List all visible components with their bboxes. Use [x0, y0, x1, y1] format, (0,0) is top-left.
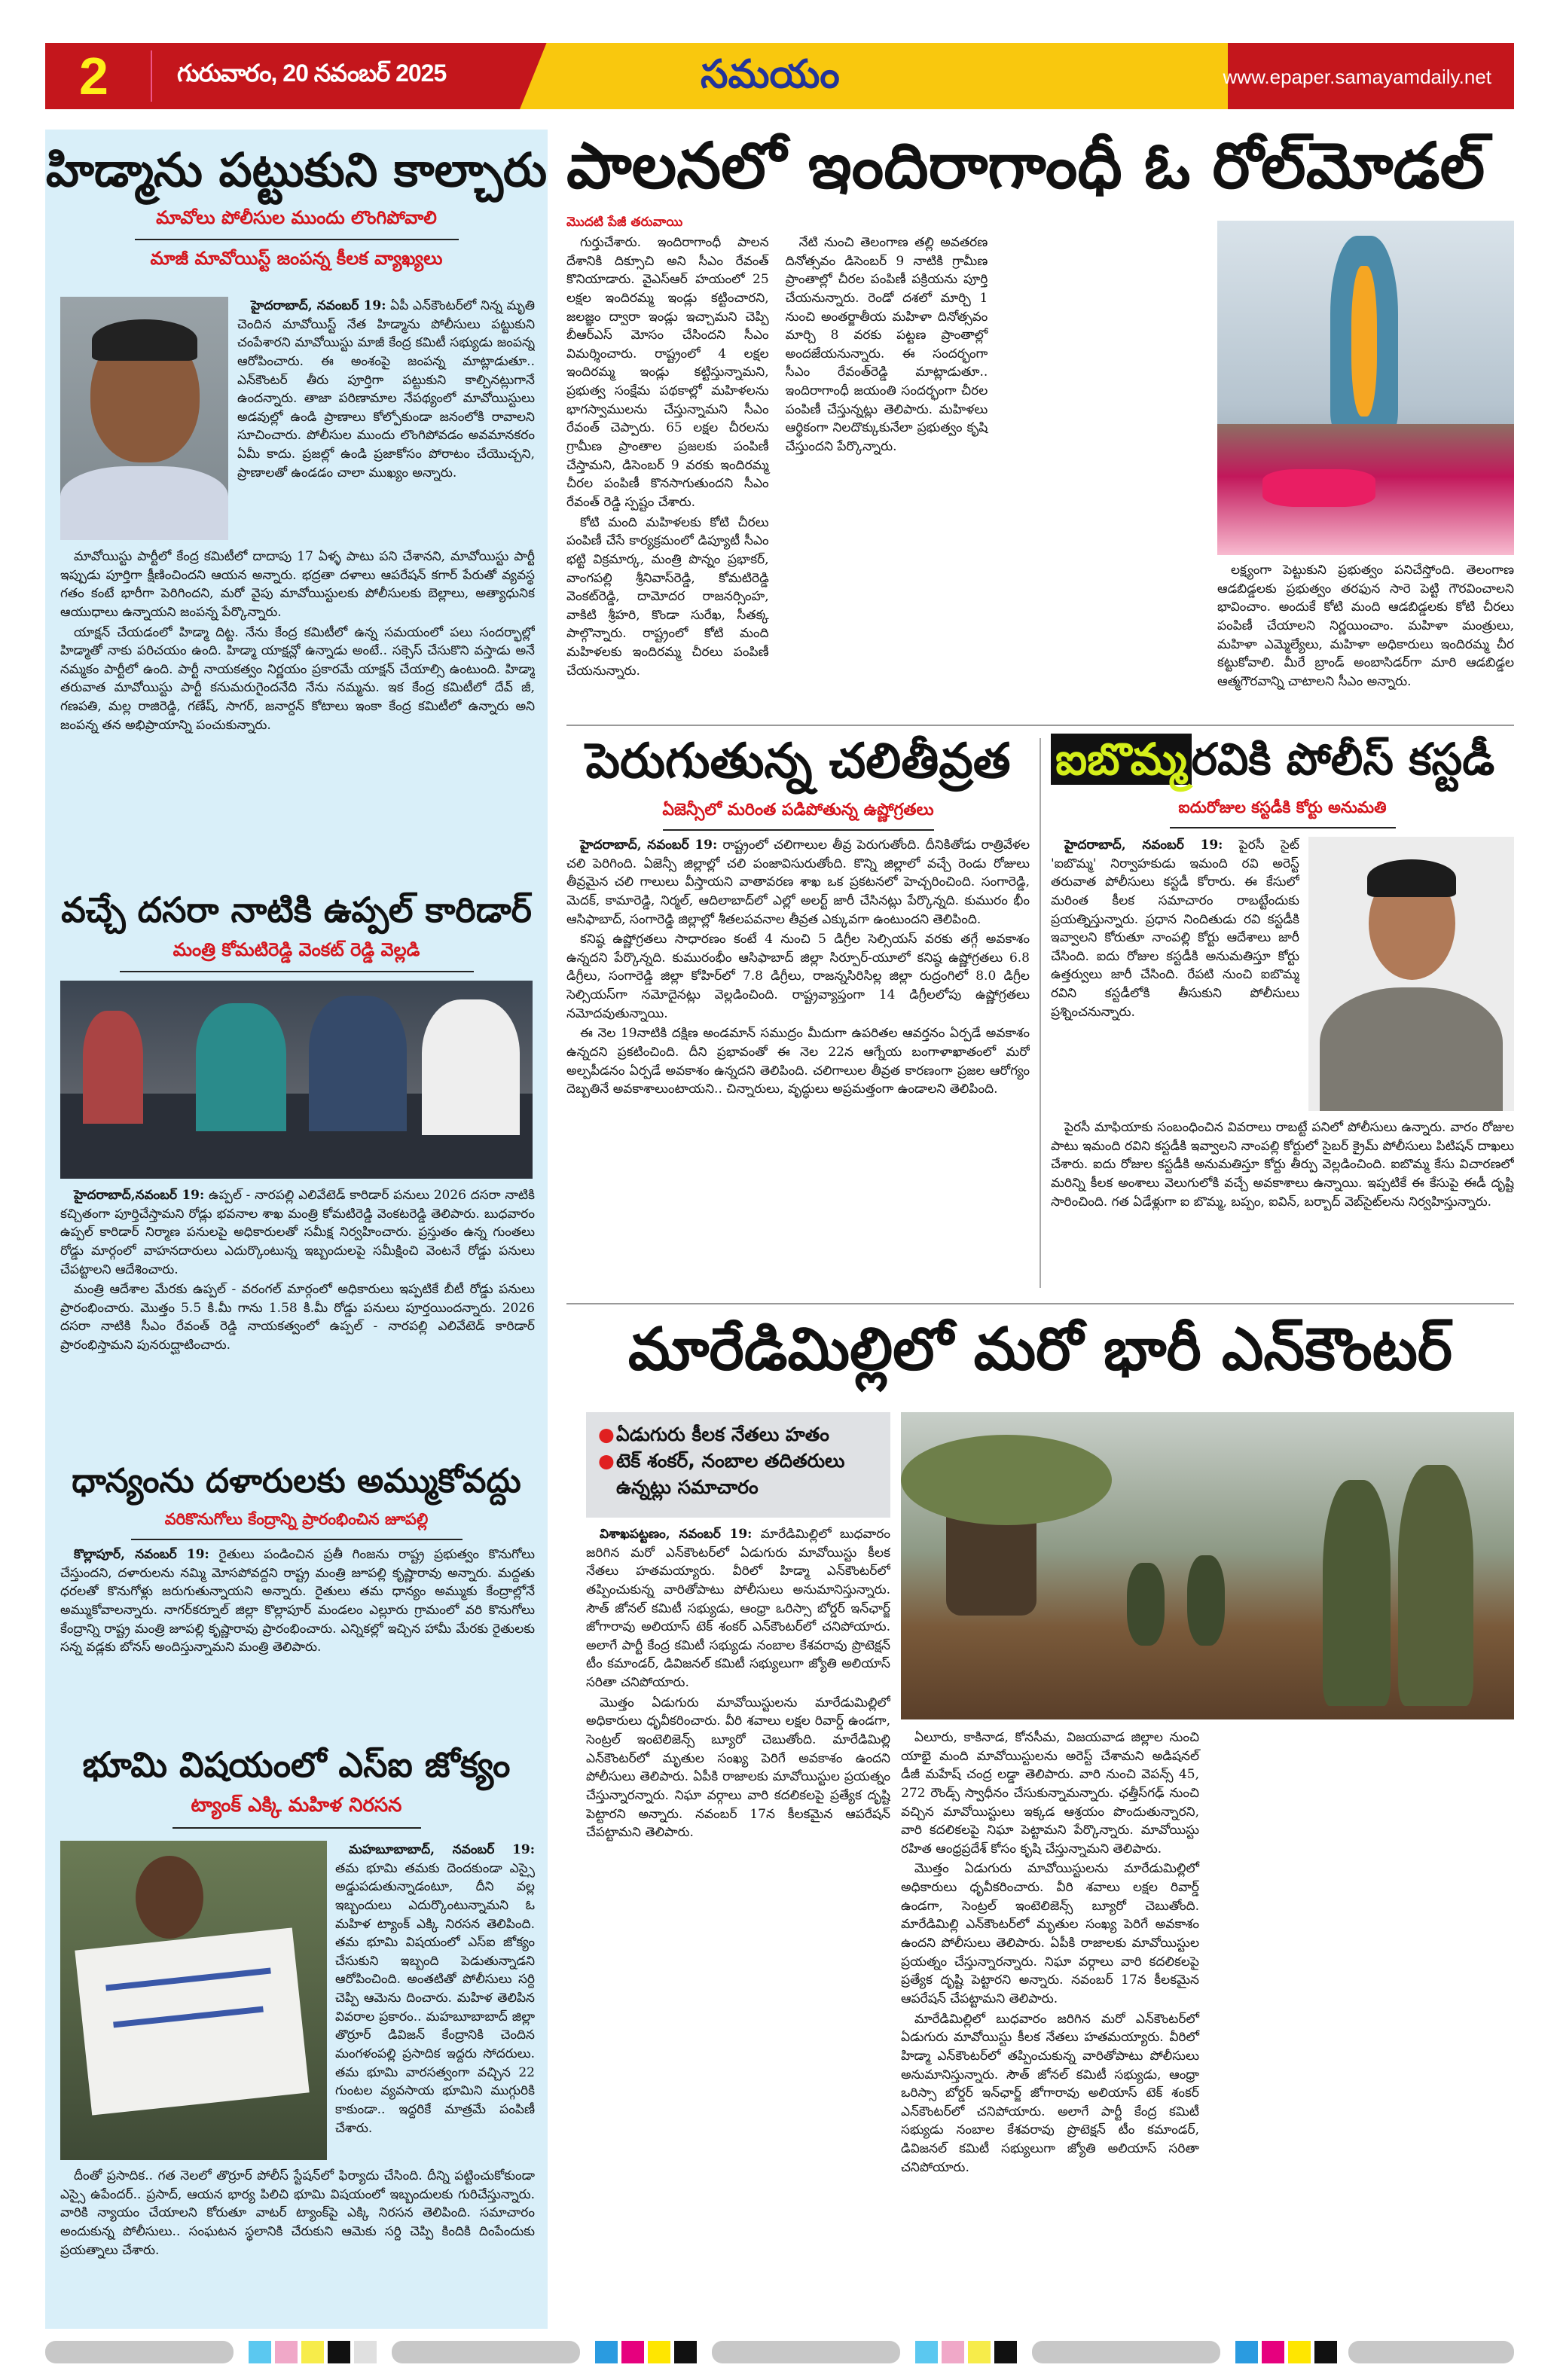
minister-meeting-photo [60, 981, 533, 1179]
story-uppal-corridor [45, 890, 548, 978]
headline-indira-role-model: పాలనలో ఇందిరాగాంధీ ఓ రోల్‌మోడల్ [566, 129, 1485, 203]
epaper-url[interactable]: www.epaper.samayamdaily.net [1223, 66, 1491, 88]
highlight-item: ● ఏడుగురు కీలక నేతలు హతం [598, 1423, 829, 1445]
article-body: కొల్లాపూర్, నవంబర్ 19: రైతులు పండించిన ప్రతీ గింజను రాష్ట్ర ప్రభుత్వం కొనుగోలు చేస్తుందని, దళారులను నమ్మి మోసపోవద్దని రాష్ట్ర మంత్రి జూపల్లి కృష్ణారావు అన్నారు. మద్దతు ధరలతో కొనుగోళ్లు జరుగుతున్నాయని అన్నారు. రైతులు తమ ధాన్యం అమ్ముకు కేంద్రాల్లోనే అమ్ముకోవాలన్నారు. నాగర్‌కర్నూల్ జిల్లా కొల్లాపూర్ మండలం ఎల్లూరు గ్రామంలో వరి కొనుగోలు కేంద్రాన్ని రాష్ట్ర మంత్రి జూపల్లి కృష్ణారావు ప్రారంభించారు. ఎన్నికల్లో ఇచ్చిన హామీ మేరకు రైతులకు సన్న వడ్లకు బోనస్ అందిస్తున్నామని మంత్రి తెలిపారు. [60, 1547, 535, 1655]
story-hidma [45, 143, 548, 273]
article-body: మావోయిస్టు పార్టీలో కేంద్ర కమిటీలో దాదాపు 17 ఏళ్ళ పాటు పని చేశానని, మావోయిస్టు పార్టీ ఇప్పుడు పూర్తిగా క్షీణించిందని ఆయన అన్నారు. భద్రతా దళాలు ఆపరేషన్ కగార్ పేరుతో వ్యవస్థ గతం కంటే భారీగా పెరిగిందని, మరో వైపు మావోయిస్టులకు పోలీసులకు బెల్లాలు, అత్యాధునిక ఆయుధాలు ఉన్నాయని జంపన్న పేర్కొన్నారు. యాక్షన్ చేయడంలో హిడ్మా దిట్ట. నేను కేంద్ర కమిటీలో ఉన్న సమయంలో పలు సందర్భాల్లో హిడ్మాతో నాకు పరిచయం ఉంది. హిడ్మా యాక్షన్లో ఉన్నాడు అంటే.. సక్సెస్ చేసుకొని వస్తాడు అనే నమ్మకం పార్టీలో ఉంది. పార్టీ నాయకత్వం నిర్ణయం ప్రకారమే యాక్షన్ చేయాల్సి ఉంటుంది. హిడ్మా తరువాత మావోయిస్టు పార్టీ కనుమరుగైందనేది నేను నమ్మను. ఇక కేంద్ర కమిటీలో దేవ్ జీ, గణపతి, మల్ల రాజిరెడ్డి, గణేష్, సాగర్, జనార్దన్ కోటాలు ఇంకా కేంద్ర కమిటీలో ఉన్నారు అని జంపన్న తన అభిప్రాయాన్ని పంచుకున్నారు. [60, 549, 535, 733]
subheadline: మావోలు పోలీసుల ముందు లొంగిపోవాలి [156, 207, 437, 229]
subheadline: మాజీ మావోయిస్ట్ జంపన్న కీలక వ్యాఖ్యలు [150, 248, 443, 270]
newspaper-logo: సమయం [701, 52, 840, 97]
continued-label: మొదటి పేజీ తరువాయి [566, 215, 683, 230]
jampanna-photo [60, 297, 228, 540]
headline: వచ్చే దసరా నాటికి ఉప్పల్ కారిడార్ [61, 889, 532, 930]
encounter-forces-photo [901, 1412, 1514, 1719]
subheadline: వరికొనుగోలు కేంద్రాన్ని ప్రారంభించిన జూపల్లి [164, 1509, 429, 1528]
subheadline: ట్యాంక్ ఎక్కి మహిళ నిరసన [191, 1793, 402, 1817]
article-body: హైదరాబాద్, నవంబర్ 19: ఏపీ ఎన్‌కౌంటర్‌లో నిన్న మృతి చెందిన మావోయిస్ట్ నేత హిడ్మాను పోలీసులు పట్టుకుని చంపేశారని మావోయిస్టు మాజీ కేంద్ర కమిటీ సభ్యుడు జంపన్న ఆరోపించారు. ఈ అంశంపై జంపన్న మాట్లాడుతూ.. ఎన్‌కౌంటర్ తీరు పూర్తిగా పట్టుకుని కాల్చినట్లుగానే ఉందన్నారు. తాజా పరిణామాల నేపథ్యంలో మావోయిస్టులు అడవుల్లో ఉండి ప్రాణాలు కోల్పోకుండా జనంలోకి రావాలని సూచించారు. పోలీసుల ముందు లొంగిపోవడం అవమానకరం ఏమీ కాదు. ప్రజల్లో ఉండి ప్రజాకోసం పోరాటం చేయొచ్చని, ప్రాణాలతో ఉండడం చాలా ముఖ్యం అన్నారు. [237, 298, 535, 481]
headline: హిడ్మాను పట్టుకుని కాల్చారు [45, 142, 548, 197]
masthead [45, 43, 1514, 109]
article-body: మహబూబాబాద్, నవంబర్ 19: తమ భూమి తమకు దెందకుండా ఎస్సై అడ్డుపడుతున్నాడంటూ, దీని వల్ల ఇబ్బందులు ఎదుర్కొంటున్నామని ఓ మహిళ ట్యాంక్ ఎక్కి నిరసన తెలిపింది. తమ భూమి విషయంలో ఎస్ఐ జోక్యం చేసుకుని ఇబ్బంది పెడుతున్నాడని ఆరోపించింది. అంతటితో పోలీసులు సర్ది చెప్పి ఆమెను దించారు. మహిళ తెలిపిన వివరాల ప్రకారం.. మహబూబాబాద్ జిల్లా తొర్రూర్ డివిజన్ కేంద్రానికి చెందిన మంగళంపల్లి ప్రసాదిక ఇద్దరు సోదరులు. తమ భూమి వారసత్వంగా వచ్చిన 22 గుంటల వ్యవసాయ భూమిని ముగ్గురికి కాకుండా.. ఇద్దరికే మాత్రమే పంపిణీ చేశారు. [335, 1842, 535, 2136]
article-body: లక్ష్యంగా పెట్టుకుని ప్రభుత్వం పనిచేస్తోంది. తెలంగాణ ఆడబిడ్డలకు ప్రభుత్వం తరఫున సారె పెట్టి గౌరవించాలని భావించాం. అందుకే కోటి మంది ఆడబిడ్డలకు కోటి చీరలు పంపిణీ చేయాలని నిర్ణయించాం. మహిళా మంత్రులు, మహిళా ఎమ్మెల్యేలు, మహిళా అధికారులు ఇందిరమ్మ చీర కట్టుకోవాలి. మీరే బ్రాండ్ అంబాసిడర్‌గా మారి ఆడబిడ్డల ఆత్మగౌరవాన్ని చాటాలని సీఎం అన్నారు. [1217, 563, 1514, 689]
ravi-photo [1308, 837, 1514, 1111]
article-body: ఏలూరు, కాకినాడ, కోనసీమ, విజయవాడ జిల్లాల నుంచి యాభై మంది మావోయిస్టులను అరెస్ట్ చేశామని అడిషనల్ డీజీ మహేష్ చంద్ర లడ్డా తెలిపారు. వారి నుంచి వెపన్స్ 45, 272 రౌండ్స్ స్వాధీనం చేసుకున్నామన్నారు. ఛత్తీస్‌గఢ్ నుంచి వచ్చిన మావోయిస్టులు ఇక్కడ ఆశ్రయం పొందుతున్నారని, వారి కదలికలపై నిఘా పెట్టామని పేర్కొన్నారు. మావోయిస్టు రహిత ఆంధ్రప్రదేశ్ కోసం కృషి చేస్తున్నామని తెలిపారు. మొత్తం ఏడుగురు మావోయిస్టులను మారేడుమిల్లిలో అధికారులు ధృవీకరించారు. వీరి శవాలు లక్షల రివార్డ్ ఉండగా, సెంట్రల్ ఇంటెలిజెన్స్ బ్యూరో చెబుతోంది. మారేడిమిల్లి ఎన్‌కౌంటర్‌లో మృతుల సంఖ్య పెరిగే అవకాశం ఉందని పోలీసులు తెలిపారు. ఏపీకి రాజాలకు మావోయిస్టుల ప్రయత్నం చేస్తున్నారన్నారు. నిఘా వర్గాలు వారి కదలికలపై ప్రత్యేక దృష్టి పెట్టారని అన్నారు. నవంబర్ 17న కీలకమైన ఆపరేషన్ చేపట్టామని తెలిపారు. మారేడిమిల్లిలో బుధవారం జరిగిన మరో ఎన్‌కౌంటర్‌లో ఏడుగురు మావోయిస్టు కీలక నేతలు హతమయ్యారు. వీరిలో హిడ్మా ఎన్‌కౌంటర్‌లో తప్పించుకున్న వారితోపాటు పోలీసులు అనుమానిస్తున్నారు. సౌత్ జోనల్ కమిటీ సభ్యుడు, ఆంధ్రా ఒరిస్సా బోర్డర్ ఇన్‌ఛార్జ్ జోగారావు అలియాస్ టెక్ శంకర్ ఎన్‌కౌంటర్‌లో చనిపోయారు. అలాగే పార్టీ కేంద్ర కమిటీ సభ్యుడు నంబాల కేశవరావు ప్రొటెక్షన్ టీం కమాండర్, డివిజనల్ కమిటీ సభ్యులుగా జ్యోతి అలియాస్ సరితా చనిపోయారు. [901, 1730, 1199, 2175]
article-body: హైదరాబాద్, నవంబర్ 19: పైరసీ సైట్ 'ఐబొమ్మ' నిర్వాహకుడు ఇమంది రవి అరెస్ట్ తరువాత పోలీసులు కస్టడీ కోరారు. ఈ కేసులో మరింత కీలక సమాచారం రాబట్టేందుకు ప్రయత్నిస్తున్నారు. ప్రధాన నిందితుడు రవి కస్టడీకి ఇవ్వాలని కోరుతూ నాంపల్లి కోర్టు ఆదేశాలు జారీ చేసింది. ఐదు రోజుల కస్టడీకి అనుమతిస్తూ కోర్టు ఉత్తర్వులు జారీ చేసింది. రేపటి నుంచి ఐబొమ్మ రవిని కస్టడీలోకి తీసుకుని పోలీసులు ప్రశ్నించనున్నారు. [1051, 838, 1299, 1020]
subheadline: ఏజెన్సీలో మరింత పడిపోతున్న ఉష్ణోగ్రతలు [662, 800, 934, 819]
left-column [45, 130, 548, 2329]
indira-statue-photo [1217, 221, 1514, 555]
page-number: 2 [79, 47, 108, 105]
story-grain-purchase [45, 1463, 548, 1546]
issue-date: గురువారం, 20 నవంబర్ 2025 [177, 60, 447, 87]
headline-maredimilli-encounter: మారేడిమిల్లిలో మరో భారీ ఎన్‌కౌంటర్ [627, 1316, 1453, 1384]
subheadline: మంత్రి కోమటిరెడ్డి వెంకట్ రెడ్డి వెల్లడి [172, 938, 420, 960]
story-ibomma [1051, 734, 1514, 835]
headline: పెరుగుతున్న చలితీవ్రత [585, 734, 1011, 789]
woman-protest-photo [60, 1841, 327, 2160]
article-body: హైదరాబాద్, నవంబర్ 19: రాష్ట్రంలో చలిగాలుల తీవ్ర పెరుగుతోంది. దీనికితోడు రాత్రివేళల చలి పెరిగింది. ఏజెన్సీ జిల్లాల్లో చలి పంజావిసురుతోంది. కొన్ని జిల్లాలో వచ్చే రెండు రోజులు తీవ్రమైన చలి గాలులు వీస్తాయని వాతావరణ శాఖ ఒక ప్రకటనలో హెచ్చరించింది. సంగారెడ్డి, మెదక్, కామారెడ్డి, నిర్మల్, ఆదిలాబాద్‌లో ఎల్లో అలర్ట్ జారీ చేసినట్లు పేర్కొన్నది. కుమురం భీం ఆసిఫాబాద్, సంగారెడ్డి జిల్లాల్లో శీతలపవనాల తీవ్రత ఎక్కువగా ఉంటుందని తెలిపింది. కనిష్ఠ ఉష్ణోగ్రతలు సాధారణం కంటే 4 నుంచి 5 డిగ్రీల సెల్సియస్ వరకు తగ్గే అవకాశం ఉన్నదని పేర్కొన్నది. కుమురంభీం ఆసిఫాబాద్ జిల్లా సిర్పూర్-యూలో కనిష్ఠ ఉష్ణోగ్రతలు 6.8 డిగ్రీలు, సంగారెడ్డి జిల్లా కోహిర్‌లో 7.8 డిగ్రీలు, రాజన్నసిరిసిల్ల జిల్లా రుద్రంగిలో 8.0 డిగ్రీల సెల్సియస్‌గా నమోదైనట్లు వెల్లడించింది. రాష్ట్రవ్యాప్తంగా 14 డిగ్రీలలోపు ఉష్ణోగ్రతలు నమోదవుతున్నాయి. ఈ నెల 19నాటికి దక్షిణ అండమాన్ సముద్రం మీదుగా ఉపరితల ఆవర్తనం ఏర్పడే అవకాశం ఉన్నదని ప్రకటించింది. దీని ప్రభావంతో ఈ నెల 22న ఆగ్నేయ బంగాళాఖాతంలో మరో అల్పపీడనం ఏర్పడే అవకాశం ఉన్నదని తెలిపింది. చలిగాలుల తీవ్రత కారణంగా ప్రజల ఆరోగ్యం దెబ్బతినే అవకాశాలుంటాయని.. చిన్నారులు, వృద్ధులు అప్రమత్తంగా ఉండాలని తెలిపింది. [566, 838, 1030, 1097]
headline: రవికి పోలీస్ కస్టడీ [1191, 734, 1495, 785]
article-body: దీంతో ప్రసాదిక.. గత నెలలో తొర్రూర్ పోలీస్ స్టేషన్‌లో ఫిర్యాదు చేసింది. దీన్ని పట్టించుకోకుండా ఎస్సై ఉపేందర్.. ప్రసాద్, ఆయన భార్య పిలిచి భూమి విషయంలో ఇబ్బందులకు గురిచేస్తున్నారు. వారికి న్యాయం చేయాలని కోరుతూ వాటర్ ట్యాంక్‌పై ఎక్కి నిరసన తెలిపింది. సమాచారం అందుకున్న పోలీసులు.. సంఘటన స్థలానికి చేరుకుని ఆమెకు సర్ది చెప్పి కిందికి దింపేందుకు ప్రయత్నాలు చేశారు. [60, 2168, 535, 2258]
article-body: విశాఖపట్టణం, నవంబర్ 19: మారేడిమిల్లిలో బుధవారం జరిగిన మరో ఎన్‌కౌంటర్‌లో ఏడుగురు మావోయిస్టు కీలక నేతలు హతమయ్యారు. వీరిలో హిడ్మా ఎన్‌కౌంటర్‌లో తప్పించుకున్న వారితోపాటు పోలీసులు అనుమానిస్తున్నారు. సౌత్ జోనల్ కమిటీ సభ్యుడు, ఆంధ్రా ఒరిస్సా బోర్డర్ ఇన్‌ఛార్జ్ జోగారావు అలియాస్ టెక్ శంకర్ ఎన్‌కౌంటర్‌లో చనిపోయారు. అలాగే పార్టీ కేంద్ర కమిటీ సభ్యుడు నంబాల కేశవరావు ప్రొటెక్షన్ టీం కమాండర్, డివిజనల్ కమిటీ సభ్యులుగా జ్యోతి అలియాస్ సరితా చనిపోయారు. మొత్తం ఏడుగురు మావోయిస్టులను మారేడుమిల్లిలో అధికారులు ధృవీకరించారు. వీరి శవాలు లక్షల రివార్డ్ ఉండగా, సెంట్రల్ ఇంటెలిజెన్స్ బ్యూరో చెబుతోంది. మారేడిమిల్లి ఎన్‌కౌంటర్‌లో మృతుల సంఖ్య పెరిగే అవకాశం ఉందని పోలీసులు తెలిపారు. ఏపీకి రాజాలకు మావోయిస్టుల ప్రయత్నం చేస్తున్నారన్నారు. నిఘా వర్గాలు వారి కదలికలపై ప్రత్యేక దృష్టి పెట్టారని అన్నారు. నవంబర్ 17న కీలకమైన ఆపరేషన్ చేపట్టామని తెలిపారు. [586, 1527, 890, 1841]
headline-highlight: ఐబొమ్మ [1051, 734, 1192, 785]
headline: భూమి విషయంలో ఎస్ఐ జోక్యం [82, 1744, 511, 1785]
highlight-item: ● టెక్ శంకర్, నంబాల తదితరులు ఉన్నట్లు సమాచారం [598, 1450, 845, 1498]
highlights-box [586, 1412, 890, 1518]
headline: ధాన్యంను దళారులకు అమ్ముకోవద్దు [72, 1462, 521, 1500]
subheadline: ఐదురోజుల కస్టడీకి కోర్టు అనుమతి [1178, 798, 1387, 816]
story-tank-protest [45, 1745, 548, 1835]
story-cold-wave [566, 734, 1030, 837]
article-body: హైదరాబాద్,నవంబర్ 19: ఉప్పల్ - నారపల్లి ఎలివేటెడ్ కారిడార్ పనులు 2026 దసరా నాటికి కచ్చితంగా పూర్తిచేస్తామని రోడ్లు భవనాల శాఖ మంత్రి కోమటిరెడ్డి వెంకటరెడ్డి తెలిపారు. బుధవారం ఉప్పల్ కారిడార్ నిర్మాణ పనులపై అధికారులతో సమీక్ష నిర్వహించారు. ప్రస్తుతం ఉన్న గుంతలు రోడ్డు మార్గంలో వాహనదారులు ఎదుర్కొంటున్న ఇబ్బందులపై సమీక్షించి వెంటనే రోడ్డు పనులు చేపట్టాలని ఆదేశించారు. మంత్రి ఆదేశాల మేరకు ఉప్పల్ - వరంగల్ మార్గంలో అధికారులు ఇప్పటికే బీటీ రోడ్డు పనులు ప్రారంభించారు. మొత్తం 5.5 కి.మీ గాను 1.58 కి.మీ రోడ్డు పనులు పూర్తయిందన్నారు. 2026 దసరా నాటికి సీఎం రేవంత్ రెడ్డి నాయకత్వంలో ఉప్పల్ - నారపల్లి ఎలివేటెడ్ కారిడార్ ప్రారంభిస్తామని పునరుద్ఘాటించారు. [60, 1188, 535, 1353]
article-body: పైరసీ మాఫియాకు సంబంధించిన వివరాలు రాబట్టే పనిలో పోలీసులు ఉన్నారు. వారం రోజుల పాటు ఇమంది రవిని కస్టడీకి ఇవ్వాలని నాంపల్లి కోర్టులో సైబర్ క్రైమ్ పోలీసులు పిటిషన్ దాఖలు చేశారు. ఐదు రోజుల కస్టడీకి అనుమతిస్తూ కోర్టు తీర్పు వెల్లడించింది. ఐబొమ్మ కేసు విచారణలో మరిన్ని కీలక అంశాలు వెలుగులోకి వచ్చే అవకాశాలు ఉన్నాయి. ఇప్పటికే ఈ కేసుపై ఈడీ దృష్టి సారించింది. గత ఏడేళ్లుగా ఐ బొమ్మ, బప్పం, ఐవిన్, బర్బాద్ వెబ్‌సైట్‌లను నిర్వహిస్తున్నారు. [1051, 1120, 1514, 1210]
article-body: గుర్తుచేశారు. ఇందిరాగాంధీ పాలన దేశానికి దిక్సూచి అని సీఎం రేవంత్ కొనియాడారు. వైఎస్ఆర్ హయంలో 25 లక్షల ఇందిరమ్మ ఇండ్లు కట్టించారని, జలజ్ఞం ద్వారా ఇండ్లు ఇచ్చామని చెప్పి బీఆర్ఎస్ మోసం చేసిందని సీఎం విమర్శించారు. రాష్ట్రంలో 4 లక్షల ఇందిరమ్మ ఇండ్లు కట్టిస్తున్నామని, ప్రభుత్వ సంక్షేమ పథకాల్లో మహిళలను భాగస్వాములను చేస్తున్నామని సీఎం రేవంత్ చెప్పారు. 65 లక్షల చీరలను గ్రామీణ ప్రాంతాల ప్రజలకు పంపిణీ చేస్తామని, డిసెంబర్ 9 వరకు ఇందిరమ్మ చీరల పంపిణీ కొనసాగుతుందని సీఎం రేవంత్ రెడ్డి స్పష్టం చేశారు. కోటి మంది మహిళలకు కోటి చీరలు పంపిణీ చేసే కార్యక్రమంలో డిప్యూటీ సీఎం భట్టి విక్రమార్క, మంత్రి పొన్నం ప్రభాకర్, వాంగపల్లి శ్రీనివాస్‌రెడ్డి, కోమటిరెడ్డి వెంకట్‌రెడ్డి, దామోదర రాజనర్సింహ, వాకిటి శ్రీహరి, కొండా సురేఖ, సీతక్క పాల్గొన్నారు. రాష్ట్రంలో కోటి మంది మహిళలకు ఇందిరమ్మ చీరలు పంపిణీ చేయనున్నారు. నేటి నుంచి తెలంగాణ తల్లి అవతరణ దినోత్సవం డిసెంబర్ 9 నాటికి గ్రామీణ ప్రాంతాల్లో చీరల పంపిణీ పక్రియను పూర్తి చేయనున్నారు. రెండో దశలో మార్చి 1 నుంచి అంతర్జాతీయ మహిళా దినోత్సవం మార్చి 8 వరకు పట్టణ ప్రాంతాల్లో అందజేయనున్నారు. ఈ సందర్భంగా సీఎం రేవంత్‌రెడ్డి మాట్లాడుతూ.. ఇందిరాగాంధీ జయంతి సందర్భంగా చీరల పంపిణీ చేస్తున్నట్లు తెలిపారు. మహిళలు ఆర్థికంగా నిలదొక్కుకునేలా ప్రభుత్వం కృషి చేస్తుందని పేర్కొన్నారు. [566, 235, 988, 679]
